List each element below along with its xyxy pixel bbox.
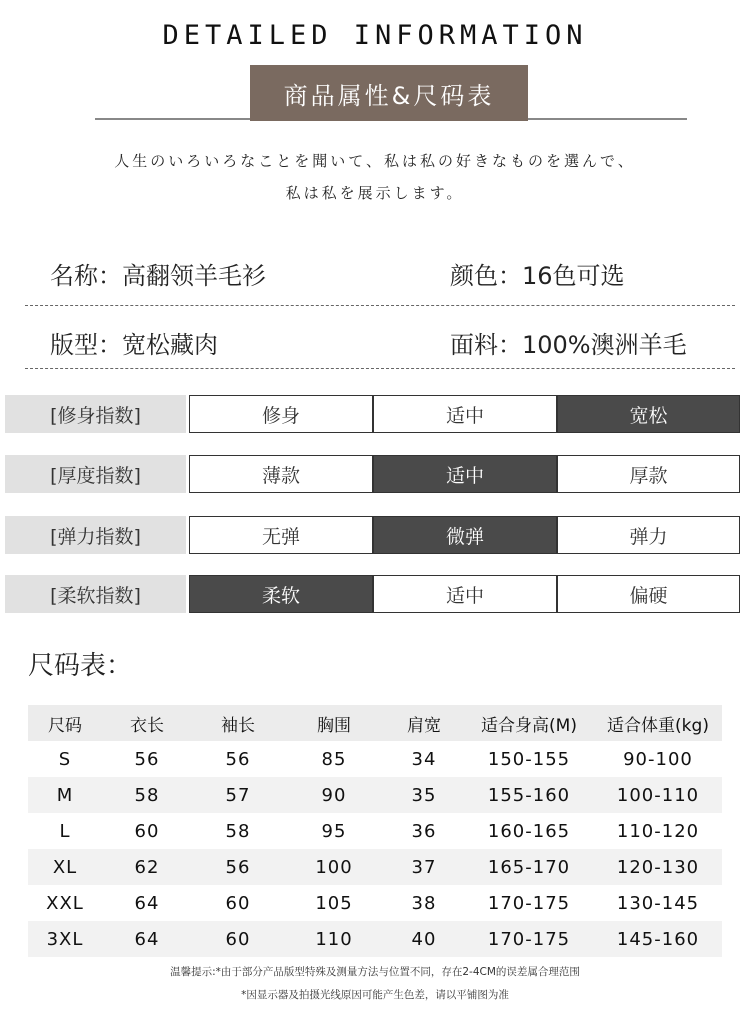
- fit-option-medium: 适中: [373, 395, 557, 433]
- table-header-cell: 适合体重(kg): [607, 715, 709, 736]
- divider: [25, 368, 735, 369]
- table-cell: 110-120: [616, 820, 700, 842]
- table-cell: 38: [411, 892, 437, 914]
- table-row: [28, 885, 722, 921]
- attr-fabric: 面料：100%澳洲羊毛: [450, 331, 687, 359]
- size-table: [28, 705, 722, 957]
- table-cell: 90: [321, 784, 347, 806]
- table-header-cell: 衣长: [130, 715, 164, 736]
- table-cell: 60: [134, 820, 160, 842]
- table-cell: 58: [225, 820, 251, 842]
- table-row: [28, 777, 722, 813]
- elasticity-option-slight: 微弹: [373, 516, 557, 554]
- table-cell: 56: [134, 748, 160, 770]
- softness-option-soft: 柔软: [189, 575, 373, 613]
- table-cell: 64: [134, 892, 160, 914]
- table-cell: 35: [411, 784, 437, 806]
- table-header-cell: 胸围: [317, 715, 351, 736]
- table-cell: 56: [225, 856, 251, 878]
- table-cell: 37: [411, 856, 437, 878]
- table-cell: 36: [411, 820, 437, 842]
- table-cell: XL: [52, 856, 78, 878]
- fit-option-loose: 宽松: [557, 395, 740, 433]
- table-cell: 56: [225, 748, 251, 770]
- thickness-option-thick: 厚款: [557, 455, 740, 493]
- table-cell: 60: [225, 928, 251, 950]
- table-cell: 95: [321, 820, 347, 842]
- table-cell: 90-100: [623, 748, 693, 770]
- table-cell: 145-160: [616, 928, 700, 950]
- table-header-cell: 肩宽: [407, 715, 441, 736]
- table-cell: 58: [134, 784, 160, 806]
- table-cell: 105: [315, 892, 353, 914]
- fit-option-slim: 修身: [189, 395, 373, 433]
- table-cell: 40: [411, 928, 437, 950]
- table-cell: 110: [315, 928, 353, 950]
- table-row: [28, 741, 722, 777]
- table-cell: 57: [225, 784, 251, 806]
- thickness-option-medium: 适中: [373, 455, 557, 493]
- table-header-cell: 尺码: [48, 715, 82, 736]
- table-row: [28, 849, 722, 885]
- table-row: [28, 813, 722, 849]
- index-label-fit: [修身指数]: [5, 395, 186, 433]
- softness-option-medium: 适中: [373, 575, 557, 613]
- table-cell: 64: [134, 928, 160, 950]
- subtitle-line1: 人生のいろいろなことを聞いて、私は私の好きなものを選んで、: [114, 152, 636, 170]
- table-cell: 120-130: [616, 856, 700, 878]
- section-title: 商品属性&尺码表: [250, 65, 528, 121]
- table-cell: 85: [321, 748, 347, 770]
- index-label-elasticity: [弹力指数]: [5, 516, 186, 554]
- note-line1: 温馨提示:*由于部分产品版型特殊及测量方法与位置不同，存在2-4CM的误差属合理范围: [170, 966, 580, 978]
- subtitle-line2: 私は私を展示します。: [285, 184, 465, 202]
- elasticity-option-stretch: 弹力: [557, 516, 740, 554]
- softness-option-firm: 偏硬: [557, 575, 740, 613]
- table-row: [28, 921, 722, 957]
- table-cell: 150-155: [487, 748, 571, 770]
- size-table-title: 尺码表：: [28, 651, 133, 681]
- table-cell: 160-165: [487, 820, 571, 842]
- table-cell: 155-160: [487, 784, 571, 806]
- table-cell: 170-175: [487, 892, 571, 914]
- table-cell: S: [58, 748, 72, 770]
- index-label-thickness: [厚度指数]: [5, 455, 186, 493]
- thickness-option-thin: 薄款: [189, 455, 373, 493]
- table-cell: 34: [411, 748, 437, 770]
- attr-name: 名称：高翻领羊毛衫: [50, 262, 266, 290]
- table-cell: 100-110: [616, 784, 700, 806]
- table-header-cell: 袖长: [221, 715, 255, 736]
- table-cell: 130-145: [616, 892, 700, 914]
- table-cell: 60: [225, 892, 251, 914]
- table-cell: 100: [315, 856, 353, 878]
- english-title: DETAILED INFORMATION: [162, 20, 588, 51]
- table-cell: 62: [134, 856, 160, 878]
- table-cell: 165-170: [487, 856, 571, 878]
- table-header-row: [28, 705, 722, 741]
- table-header-cell: 适合身高(M): [481, 715, 577, 736]
- table-cell: XXL: [46, 892, 84, 914]
- elasticity-option-none: 无弹: [189, 516, 373, 554]
- table-cell: L: [59, 820, 71, 842]
- attr-color: 颜色：16色可选: [450, 262, 625, 290]
- attr-fit: 版型：宽松藏肉: [50, 331, 218, 359]
- table-cell: 170-175: [487, 928, 571, 950]
- table-cell: 3XL: [46, 928, 84, 950]
- table-cell: M: [56, 784, 74, 806]
- note-line2: *因显示器及拍摄光线原因可能产生色差，请以平铺图为准: [241, 989, 509, 1001]
- index-label-softness: [柔软指数]: [5, 575, 186, 613]
- divider: [25, 305, 735, 306]
